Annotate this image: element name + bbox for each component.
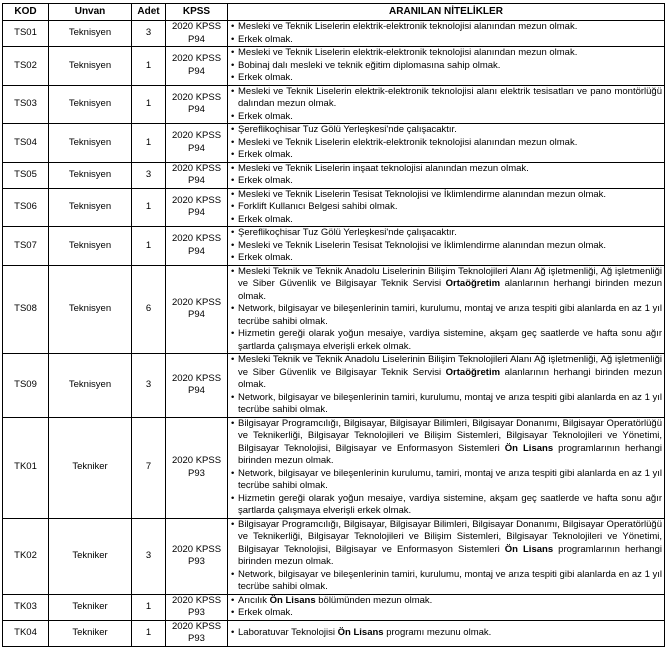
cell-adet: 3: [132, 21, 166, 47]
requirement-text: Erkek olmak.: [238, 110, 293, 122]
requirement-item: [231, 124, 662, 137]
requirement-item: [231, 569, 662, 594]
requirement-item: [231, 468, 662, 493]
cell-requirements: [228, 417, 665, 518]
requirement-text: Erkek olmak.: [238, 607, 293, 618]
cell-kpss: [166, 620, 228, 646]
table-row: [3, 354, 665, 418]
requirement-text: Mesleki Teknik ve Teknik Anadolu Liselerinin Bilişim Teknolojileri Alanı Ağ işletmenliği, Ağ işletmenliği ve Siber Güvenlik ve Bilgisayar Teknik Servisi: [238, 265, 662, 289]
cell-kod: TS03: [3, 85, 49, 124]
table-row: [3, 162, 665, 188]
cell-adet: 1: [132, 620, 166, 646]
kpss-line: P94: [188, 33, 205, 45]
kpss-line: 2020 KPSS: [171, 620, 222, 632]
cell-kod: TS04: [3, 124, 49, 163]
kpss-line: P94: [188, 245, 205, 257]
header-nitelikler: ARANILAN NİTELİKLER: [228, 4, 665, 21]
requirement-item: [231, 86, 662, 111]
requirement-emphasis: Ortaöğretim: [445, 278, 501, 289]
header-adet: Adet: [132, 4, 166, 21]
cell-adet: 1: [132, 124, 166, 163]
requirement-text: Network, bilgisayar ve bileşenlerinin tamiri, kurulumu, montaj ve arıza tespiti gibi alanlarda en az 1 yıl tecrübe sahibi olmak.: [238, 303, 662, 327]
table-row: [3, 124, 665, 163]
requirement-item: [231, 111, 662, 124]
kpss-line: 2020 KPSS: [171, 91, 222, 103]
requirement-emphasis: Ön Lisans: [269, 594, 316, 606]
cell-kpss: [166, 85, 228, 124]
requirement-item: [231, 627, 662, 640]
cell-kpss: [166, 47, 228, 86]
header-kod: KOD: [3, 4, 49, 21]
requirement-item: [231, 163, 662, 176]
table-row: [3, 21, 665, 47]
cell-adet: 6: [132, 265, 166, 354]
cell-kod: TS06: [3, 188, 49, 227]
kpss-line: P94: [188, 175, 205, 186]
table-row: [3, 594, 665, 620]
requirement-item: [231, 240, 662, 253]
requirement-item: [231, 201, 662, 214]
cell-requirements: [228, 518, 665, 594]
cell-requirements: [228, 594, 665, 620]
kpss-line: P94: [188, 104, 205, 116]
kpss-line: 2020 KPSS: [171, 455, 222, 466]
requirement-emphasis: Ön Lisans: [504, 543, 554, 555]
requirement-item: [231, 252, 662, 265]
requirement-text: alanlarının herhangi birinden mezun olmak.: [238, 278, 662, 302]
cell-unvan: Tekniker: [49, 417, 132, 518]
kpss-line: P93: [188, 467, 205, 479]
job-positions-table: [2, 3, 665, 647]
requirement-text: Mesleki ve Teknik Liselerin elektrik-elektronik teknolojisi alanından mezun olmak.: [238, 136, 578, 148]
requirement-text: Hizmetin gereği olarak yoğun mesaiye, vardiya sistemine, akşam geç saatlerde ve hafta sonu ağır şartlarda çalışmaya elverişli erkek olmak.: [238, 328, 662, 352]
kpss-line: 2020 KPSS: [171, 233, 222, 245]
requirement-item: [231, 493, 662, 518]
cell-kpss: [166, 518, 228, 594]
requirement-text: Hizmetin gereği olarak yoğun mesaiye, vardiya sistemine, akşam geç saatlerde ve hafta sonu ağır şartlarda çalışmaya elverişli erkek olmak.: [238, 492, 662, 516]
table-row: [3, 188, 665, 227]
table-header-row: [3, 4, 665, 21]
requirement-text: Network, bilgisayar ve bileşenlerinin kurulumu, tamiri, montaj ve arıza tespiti gibi alanlarda en az 1 yıl tecrübe sahibi olmak.: [238, 467, 662, 491]
cell-requirements: [228, 188, 665, 227]
cell-kpss: [166, 594, 228, 620]
cell-kod: TK02: [3, 518, 49, 594]
cell-kpss: [166, 417, 228, 518]
requirement-text: Bobinaj dalı mesleki ve teknik eğitim diplomasına sahip olmak.: [238, 59, 501, 71]
requirement-text: Mesleki ve Teknik Liselerin inşaat teknolojisi alanından mezun olmak.: [238, 162, 529, 174]
kpss-line: P94: [188, 309, 205, 321]
cell-kod: TS09: [3, 354, 49, 418]
requirement-emphasis: Ortaöğretim: [445, 366, 501, 378]
cell-adet: 3: [132, 354, 166, 418]
requirement-text: Mesleki ve Teknik Liselerin Tesisat Teknolojisi ve İklimlendirme alanından mezun olmak.: [238, 188, 607, 200]
cell-kod: TK03: [3, 594, 49, 620]
cell-kod: TK01: [3, 417, 49, 518]
cell-kod: TS01: [3, 21, 49, 47]
requirement-text: Erkek olmak.: [238, 33, 293, 45]
requirement-text: Laboratuvar Teknolojisi: [238, 626, 338, 638]
cell-kod: TS08: [3, 265, 49, 354]
cell-unvan: Teknisyen: [49, 354, 132, 418]
cell-unvan: Teknisyen: [49, 227, 132, 266]
cell-kpss: [166, 162, 228, 188]
kpss-line: 2020 KPSS: [171, 594, 222, 606]
table-row: [3, 620, 665, 646]
cell-requirements: [228, 620, 665, 646]
cell-requirements: [228, 124, 665, 163]
requirement-item: [231, 266, 662, 304]
requirement-item: [231, 607, 662, 620]
cell-kpss: [166, 21, 228, 47]
cell-requirements: [228, 47, 665, 86]
requirement-item: [231, 189, 662, 202]
requirement-text: programı mezunu olmak.: [383, 626, 492, 638]
requirement-text: Mesleki ve Teknik Liselerin Tesisat Teknolojisi ve İklimlendirme alanından mezun olmak.: [238, 239, 607, 251]
requirement-item: [231, 214, 662, 227]
requirement-item: [231, 418, 662, 468]
kpss-line: P94: [188, 142, 205, 154]
cell-requirements: [228, 162, 665, 188]
cell-adet: 1: [132, 47, 166, 86]
requirement-item: [231, 392, 662, 417]
cell-unvan: Tekniker: [49, 518, 132, 594]
requirement-emphasis: Ön Lisans: [504, 442, 554, 454]
requirement-item: [231, 519, 662, 569]
requirement-text: Erkek olmak.: [238, 72, 293, 83]
header-unvan: Unvan: [49, 4, 132, 21]
kpss-line: 2020 KPSS: [171, 162, 222, 174]
cell-unvan: Teknisyen: [49, 85, 132, 124]
requirement-item: [231, 21, 662, 34]
cell-kod: TS02: [3, 47, 49, 86]
cell-kod: TS05: [3, 162, 49, 188]
cell-requirements: [228, 21, 665, 47]
requirement-text: Şereflikoçhisar Tuz Gölü Yerleşkesi'nde çalışacaktır.: [238, 124, 457, 135]
requirement-emphasis: Ön Lisans: [337, 626, 384, 638]
requirement-text: Şereflikoçhisar Tuz Gölü Yerleşkesi'nde çalışacaktır.: [238, 227, 457, 238]
requirement-text: programlarının herhangi birinden mezun olmak.: [238, 543, 662, 567]
requirement-text: programlarının herhangi birinden mezun olmak.: [238, 442, 662, 466]
requirement-text: Erkek olmak.: [238, 213, 293, 225]
kpss-line: P93: [188, 633, 205, 644]
requirement-text: Network, bilgisayar ve bileşenlerinin tamiri, kurulumu, montaj ve arıza tespiti gibi alanlarda en az 1 yıl tecrübe sahibi olmak.: [238, 391, 662, 415]
table-row: [3, 85, 665, 124]
kpss-line: 2020 KPSS: [171, 130, 222, 142]
table-row: [3, 227, 665, 266]
cell-kpss: [166, 265, 228, 354]
cell-adet: 1: [132, 594, 166, 620]
cell-unvan: Teknisyen: [49, 188, 132, 227]
kpss-line: 2020 KPSS: [171, 296, 222, 308]
table-row: [3, 265, 665, 354]
table-row: [3, 518, 665, 594]
requirement-item: [231, 72, 662, 85]
cell-kod: TK04: [3, 620, 49, 646]
requirement-text: Mesleki ve Teknik Liselerin elektrik-elektronik teknolojisi alanından mezun olmak.: [238, 47, 578, 58]
cell-unvan: Teknisyen: [49, 21, 132, 47]
cell-adet: 1: [132, 227, 166, 266]
requirement-text: Erkek olmak.: [238, 252, 293, 263]
requirement-item: [231, 60, 662, 73]
cell-unvan: Tekniker: [49, 620, 132, 646]
requirement-item: [231, 227, 662, 240]
cell-unvan: Teknisyen: [49, 265, 132, 354]
requirement-item: [231, 354, 662, 392]
requirement-text: bölümünden mezun olmak.: [315, 594, 433, 606]
requirement-text: Erkek olmak.: [238, 175, 293, 186]
cell-kod: TS07: [3, 227, 49, 266]
cell-unvan: Teknisyen: [49, 47, 132, 86]
kpss-line: P93: [188, 556, 205, 567]
requirement-text: Arıcılık: [238, 594, 270, 606]
header-kpss: KPSS: [166, 4, 228, 21]
cell-unvan: Teknisyen: [49, 124, 132, 163]
requirement-item: [231, 595, 662, 608]
cell-adet: 3: [132, 518, 166, 594]
cell-adet: 1: [132, 85, 166, 124]
cell-requirements: [228, 265, 665, 354]
requirement-item: [231, 149, 662, 162]
cell-requirements: [228, 354, 665, 418]
cell-kpss: [166, 124, 228, 163]
requirement-item: [231, 137, 662, 150]
requirement-item: [231, 175, 662, 188]
requirement-text: Forklift Kullanıcı Belgesi sahibi olmak.: [238, 201, 398, 212]
requirement-text: Mesleki ve Teknik Liselerin elektrik-elektronik teknolojisi alanından mezun olmak.: [238, 21, 578, 32]
cell-adet: 3: [132, 162, 166, 188]
requirement-item: [231, 47, 662, 60]
requirement-text: Bilgisayar Programcılığı, Bilgisayar, Bilgisayar Bilimleri, Bilgisayar Donanımı, Bilgisayar Operatörlüğü ve Teknikerliği, Bilgisayar Teknolojileri ve Bilişim Sistemleri, Bilgisayar Teknolojileri ve Yönetimi, Bilgisayar Teknolojisi, Bilgisayar ve Enformasyon Sistemleri: [238, 518, 662, 555]
requirement-item: [231, 328, 662, 353]
kpss-line: 2020 KPSS: [171, 21, 222, 32]
cell-unvan: Teknisyen: [49, 162, 132, 188]
kpss-line: 2020 KPSS: [171, 53, 222, 65]
cell-requirements: [228, 85, 665, 124]
kpss-line: P94: [188, 65, 205, 77]
requirement-text: Mesleki ve Teknik Liselerin elektrik-elektronik teknolojisi alanı elektrik tesisatları ve pano montörlüğü dalından mezun olmak.: [238, 85, 662, 109]
kpss-line: 2020 KPSS: [171, 372, 222, 384]
kpss-line: P93: [188, 607, 205, 618]
kpss-line: 2020 KPSS: [171, 194, 222, 206]
kpss-line: P94: [188, 385, 205, 397]
table-row: [3, 417, 665, 518]
cell-kpss: [166, 188, 228, 227]
requirement-text: Bilgisayar Programcılığı, Bilgisayar, Bilgisayar Bilimleri, Bilgisayar Donanımı, Bilgisayar Operatörlüğü ve Teknikerliği, Bilgisayar Teknolojileri ve Bilişim Sistemleri, Bilgisayar Teknolojileri ve Yönetimi, Bilgisayar Teknolojisi, Bilgisayar ve Enformasyon Sistemleri: [238, 417, 662, 454]
requirement-text: Network, bilgisayar ve bileşenlerinin tamiri, kurulumu, montaj ve arıza tespiti gibi alanlarda en az 1 yıl tecrübe sahibi olmak.: [238, 568, 662, 592]
table-row: [3, 47, 665, 86]
requirement-text: alanlarının herhangi birinden mezun olmak.: [238, 366, 662, 390]
cell-unvan: Tekniker: [49, 594, 132, 620]
kpss-line: 2020 KPSS: [171, 543, 222, 555]
requirement-text: Mesleki Teknik ve Teknik Anadolu Liselerinin Bilişim Teknolojileri Alanı Ağ işletmenliği, Ağ işletmenliği ve Siber Güvenlik ve Bilgisayar Teknik Servisi: [238, 354, 662, 378]
cell-adet: 1: [132, 188, 166, 227]
requirement-item: [231, 34, 662, 47]
requirement-item: [231, 303, 662, 328]
kpss-line: P94: [188, 207, 205, 219]
cell-adet: 7: [132, 417, 166, 518]
cell-kpss: [166, 354, 228, 418]
cell-kpss: [166, 227, 228, 266]
requirement-text: Erkek olmak.: [238, 149, 293, 160]
cell-requirements: [228, 227, 665, 266]
